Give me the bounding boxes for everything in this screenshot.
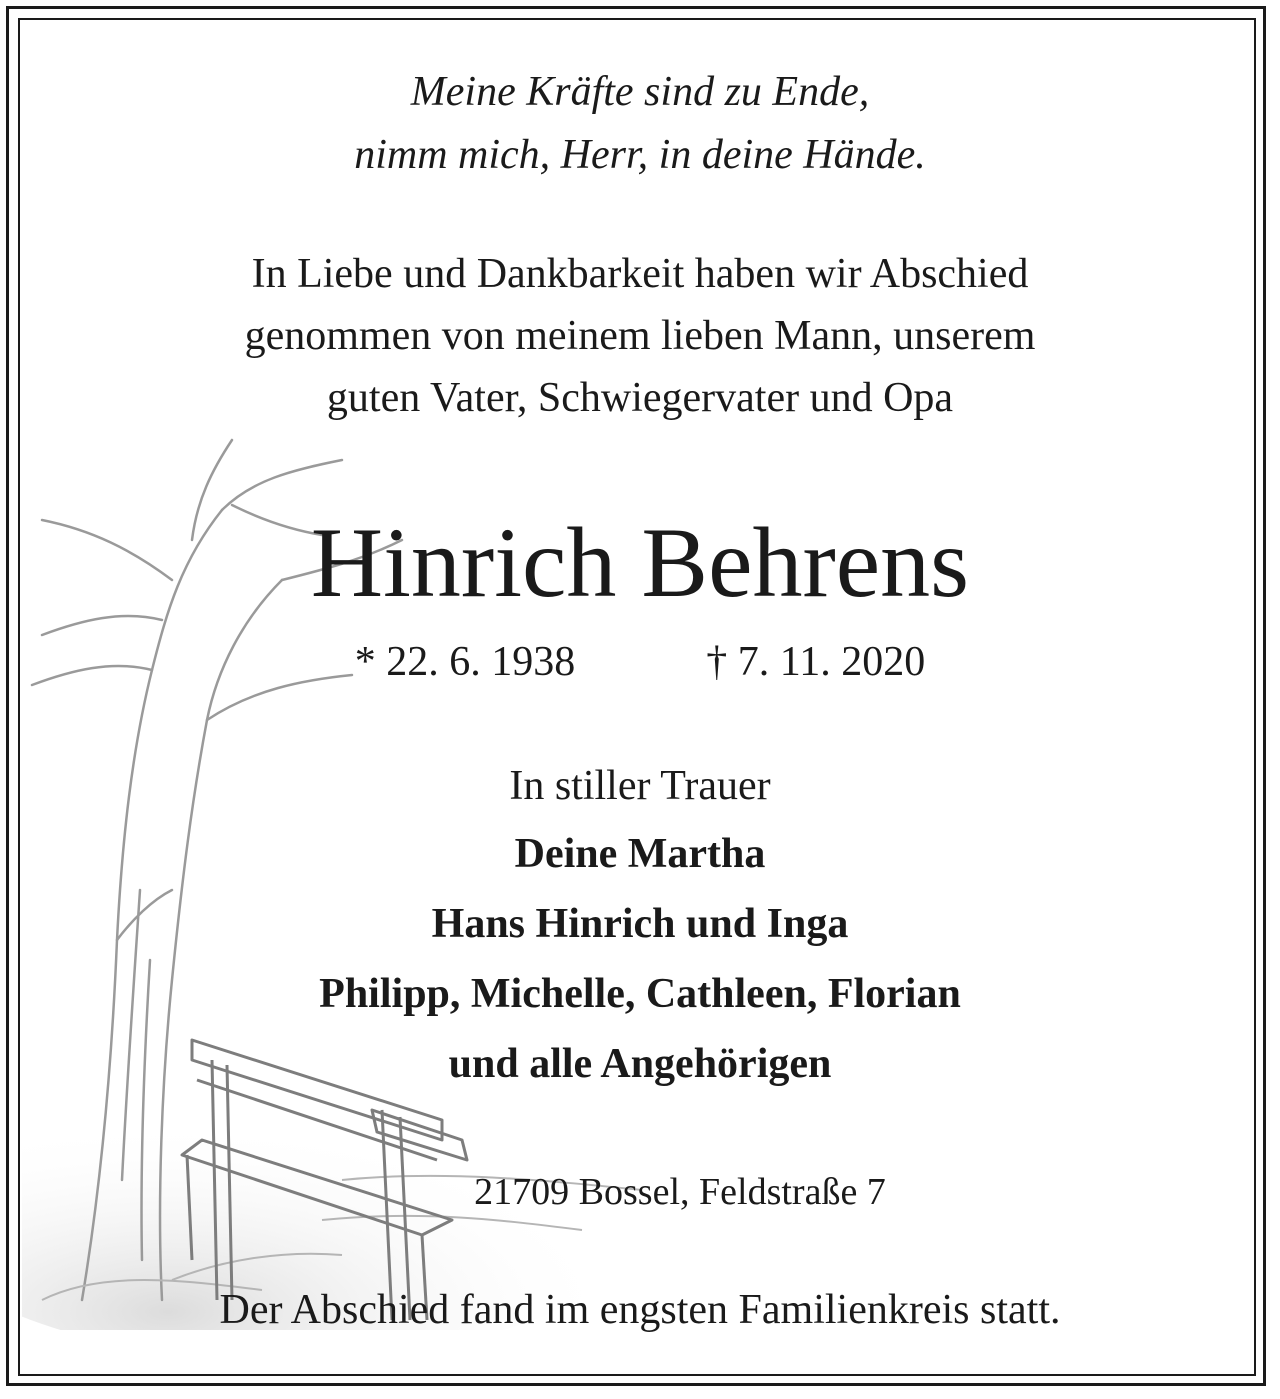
deceased-name: Hinrich Behrens: [310, 507, 970, 618]
life-dates: [20, 638, 1260, 686]
closing-note: Der Abschied fand im engsten Familienkreis statt.: [219, 1287, 1061, 1333]
intro-line-1: In Liebe und Dankbarkeit haben wir Abschied: [251, 251, 1029, 297]
mourner-line-4: und alle Angehörigen: [448, 1041, 832, 1087]
obituary-content: [20, 20, 1260, 1380]
mourner-line-2: Hans Hinrich und Inga: [431, 901, 849, 947]
mourner-line-3: Philipp, Michelle, Cathleen, Florian: [319, 971, 961, 1017]
mourner-line-1: Deine Martha: [514, 831, 766, 877]
birth-date: * 22. 6. 1938: [354, 639, 576, 685]
death-date: † 7. 11. 2020: [706, 639, 926, 685]
motto-line-2: nimm mich, Herr, in deine Hände.: [354, 132, 926, 178]
mourners-heading: In stiller Trauer: [509, 763, 771, 809]
intro-line-2: genommen von meinem lieben Mann, unserem: [244, 313, 1036, 359]
intro-line-3: guten Vater, Schwiegervater und Opa: [326, 375, 954, 421]
motto-line-1: Meine Kräfte sind zu Ende,: [410, 69, 870, 115]
address: 21709 Bossel, Feldstraße 7: [474, 1171, 886, 1213]
